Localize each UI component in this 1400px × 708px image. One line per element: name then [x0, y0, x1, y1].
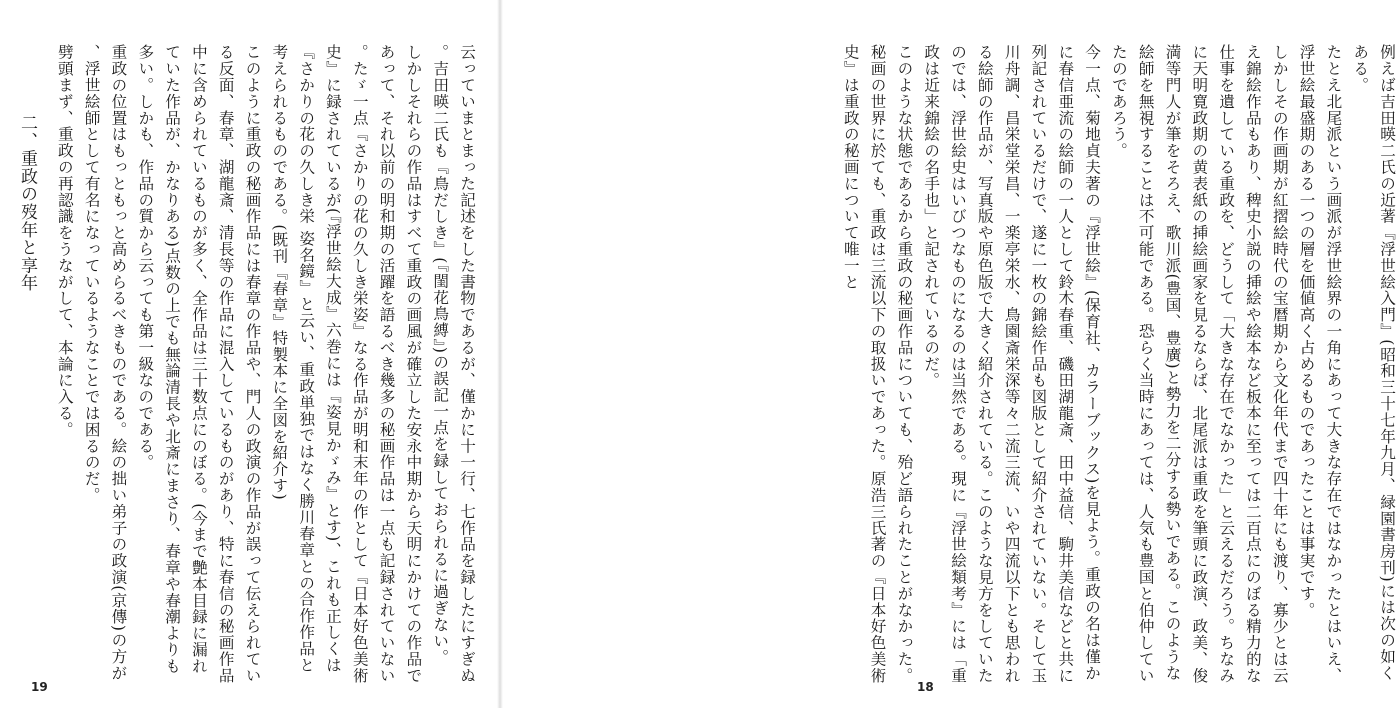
paragraph: しかしその作画期が紅摺絵時代の宝暦期から文化年代まで四十年にも渡り、寡少とは云え錦絵作品もあり、稗史小説の挿絵や絵本など板本に至っては二百点にのぼる精力的な仕事を遺している重政を、どうして「大きな存在でなかった」と云えるだろう。ちなみに天明寛政期の黄表紙の挿絵画家を見るならば、北尾派は重政を筆頭に政演、政美、俊満等門人が筆をそろえ、歌川派(豊国、豊廣)と勢力を二分する勢いである。このような絵師を無視することは不可能である。恐らく当時にあっては、人気も豊国と伯仲していたのであろう。: [1109, 44, 1289, 684]
right-page: [500, 0, 1396, 708]
page-number: 19: [31, 680, 48, 694]
paragraph: 例えば吉田暎二氏の近著『浮世絵入門』(昭和三十七年九月、緑園書房刊)には次の如くある。: [1351, 44, 1396, 681]
quoted-paragraph: たとえ北尾派という画派が浮世絵界の一角にあって大きな存在ではなかったとはいえ、浮世絵最盛期のある一つの層を価値高く占めるものであったことは事実です。: [1297, 44, 1343, 684]
paragraph: このように重政の秘画作品には春章の作品や、門人の政演の作品が誤って伝えられている反面、春章、湖龍斎、清長等の作品に混入しているものがあり、特に春信の秘画作品中に含められているものが多く、全作品は三十数点にのぼる。(今まで艶本目録に漏れていた作品が、かなりある)点数の上でも無論清長や北斎にまさり、春章や春潮よりも多い。しかも、作品の質から云っても第一級なのである。: [136, 44, 262, 684]
paragraph: しかしそれらの作品はすべて重政の画風が確立した安永中期から天明にかけての作品であって、それ以前の明和期の活躍を語るべき幾多の秘画作品は一点も記録されていない。たゞ一点『さかりの花の久しき栄姿』なる作品が明和末年の作として『日本好色美術史』に録されているが(『浮世絵大成』六巻には『姿見かゞみ』とす)、これも正しくは『さかりの花の久しき栄 姿名鏡』と云い、重政単独ではなく勝川春章との合作作品と考えられるものである。(既刊『春章』特製本に全図を紹介す): [270, 44, 423, 684]
paragraph: [0, 44, 2, 684]
right-page-text: [841, 44, 1400, 684]
section-heading: 二、重政の歿年と享年: [17, 114, 37, 292]
paragraph: 重政の位置はもっともっと高めらるべきものである。絵の拙い弟子の政演(京傳)の方が、浮世絵師として有名になっているようなことでは困るのだ。: [82, 44, 128, 681]
left-page: [0, 0, 500, 708]
page-number: 18: [917, 680, 934, 694]
left-page-text: [17, 44, 480, 684]
paragraph: 劈頭まず、重政の再認識をうながして、本論に入る。: [55, 44, 74, 438]
paragraph: 云っていまとまった記述をした書物であるが、僅かに十一行、七作品を録したにすぎぬ。吉田暎二氏も『鳥だしき』(『閨花鳥縛』)の誤記一点を録しておられるに過ぎない。: [431, 44, 476, 684]
paragraph: このような状態であるから重政の秘画作品についても、殆ど語られたことがなかった。秘画の世界に於ても、重政は三流以下の取扱いであった。原浩三氏著の『日本好色美術史』は重政の秘画について唯一と: [841, 44, 914, 684]
paragraph: 今一点、菊地貞夫著の『浮世絵』(保育社、カラーブックス)を見よう。重政の名は僅かに春信亜流の絵師の一人として鈴木春重、磯田湖龍斎、田中益信、駒井美信などと共に列記されているだけで、遂に一枚の錦絵作品も図版として紹介されていない。そして玉川舟調、昌栄堂栄昌、一楽亭栄水、鳥園斎栄深等々二流三流、いや四流以下とも思われる絵師の作品が、写真版や原色版で大きく紹介されている。このような見方をしていたのでは、浮世絵史はいびつなものになるのは当然である。現に『浮世絵類考』には「重政は近来錦絵の名手也」と記されているのだ。: [922, 44, 1102, 684]
